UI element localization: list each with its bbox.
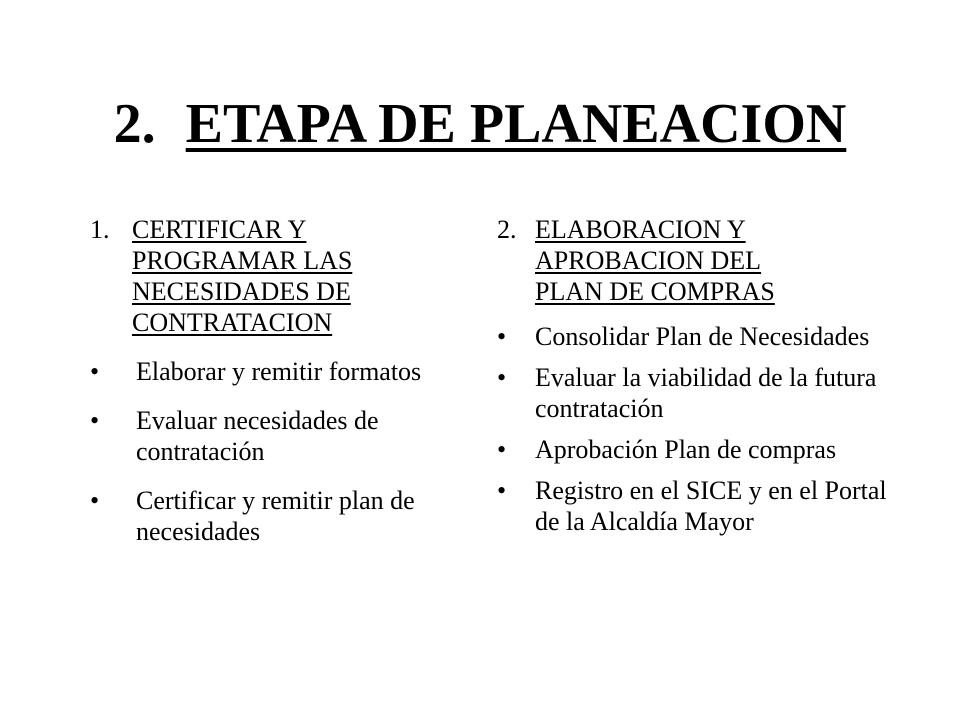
title-text: ETAPA DE PLANEACION [185,93,847,155]
right-heading-line: APROBACION DEL [535,246,762,275]
list-item-text: Elaborar y remitir formatos [136,357,422,386]
bullet-icon: • [90,486,100,515]
right-heading-line: ELABORACION Y [535,215,746,244]
list-item [497,475,897,537]
list-item-text: Certificar y remitir plan de necesidades [136,486,415,546]
list-item-text: Registro en el SICE y en el Portal de la Alcaldía Mayor [535,476,887,536]
bullet-icon: • [497,363,507,392]
right-heading-line: PLAN DE COMPRAS [535,277,775,306]
right-column-heading [497,214,897,307]
left-heading-line: CONTRATACION [132,308,333,337]
list-item-text: Evaluar necesidades de contratación [136,406,379,466]
right-column [497,214,897,547]
left-heading-line: PROGRAMAR LAS [132,246,353,275]
list-item [497,362,897,424]
left-heading-number: 1. [90,215,110,244]
bullet-icon: • [90,357,100,386]
list-item [90,356,450,387]
left-heading-line: CERTIFICAR Y [132,215,307,244]
left-bullet-list [90,356,450,547]
bullet-icon: • [90,406,100,435]
right-bullet-list [497,321,897,537]
list-item [90,485,450,547]
list-item-text: Aprobación Plan de compras [535,435,837,464]
list-item-text: Evaluar la viabilidad de la futura contratación [535,363,877,423]
title-number: 2. [113,93,156,155]
list-item [497,321,897,352]
list-item [497,434,897,465]
left-heading-line: NECESIDADES DE [132,277,351,306]
right-heading-number: 2. [497,215,517,244]
bullet-icon: • [497,322,507,351]
bullet-icon: • [497,476,507,505]
list-item [90,405,450,467]
list-item-text: Consolidar Plan de Necesidades [535,322,870,351]
slide-title [0,88,960,160]
bullet-icon: • [497,435,507,464]
left-column-heading [90,214,450,338]
left-column [90,214,450,565]
